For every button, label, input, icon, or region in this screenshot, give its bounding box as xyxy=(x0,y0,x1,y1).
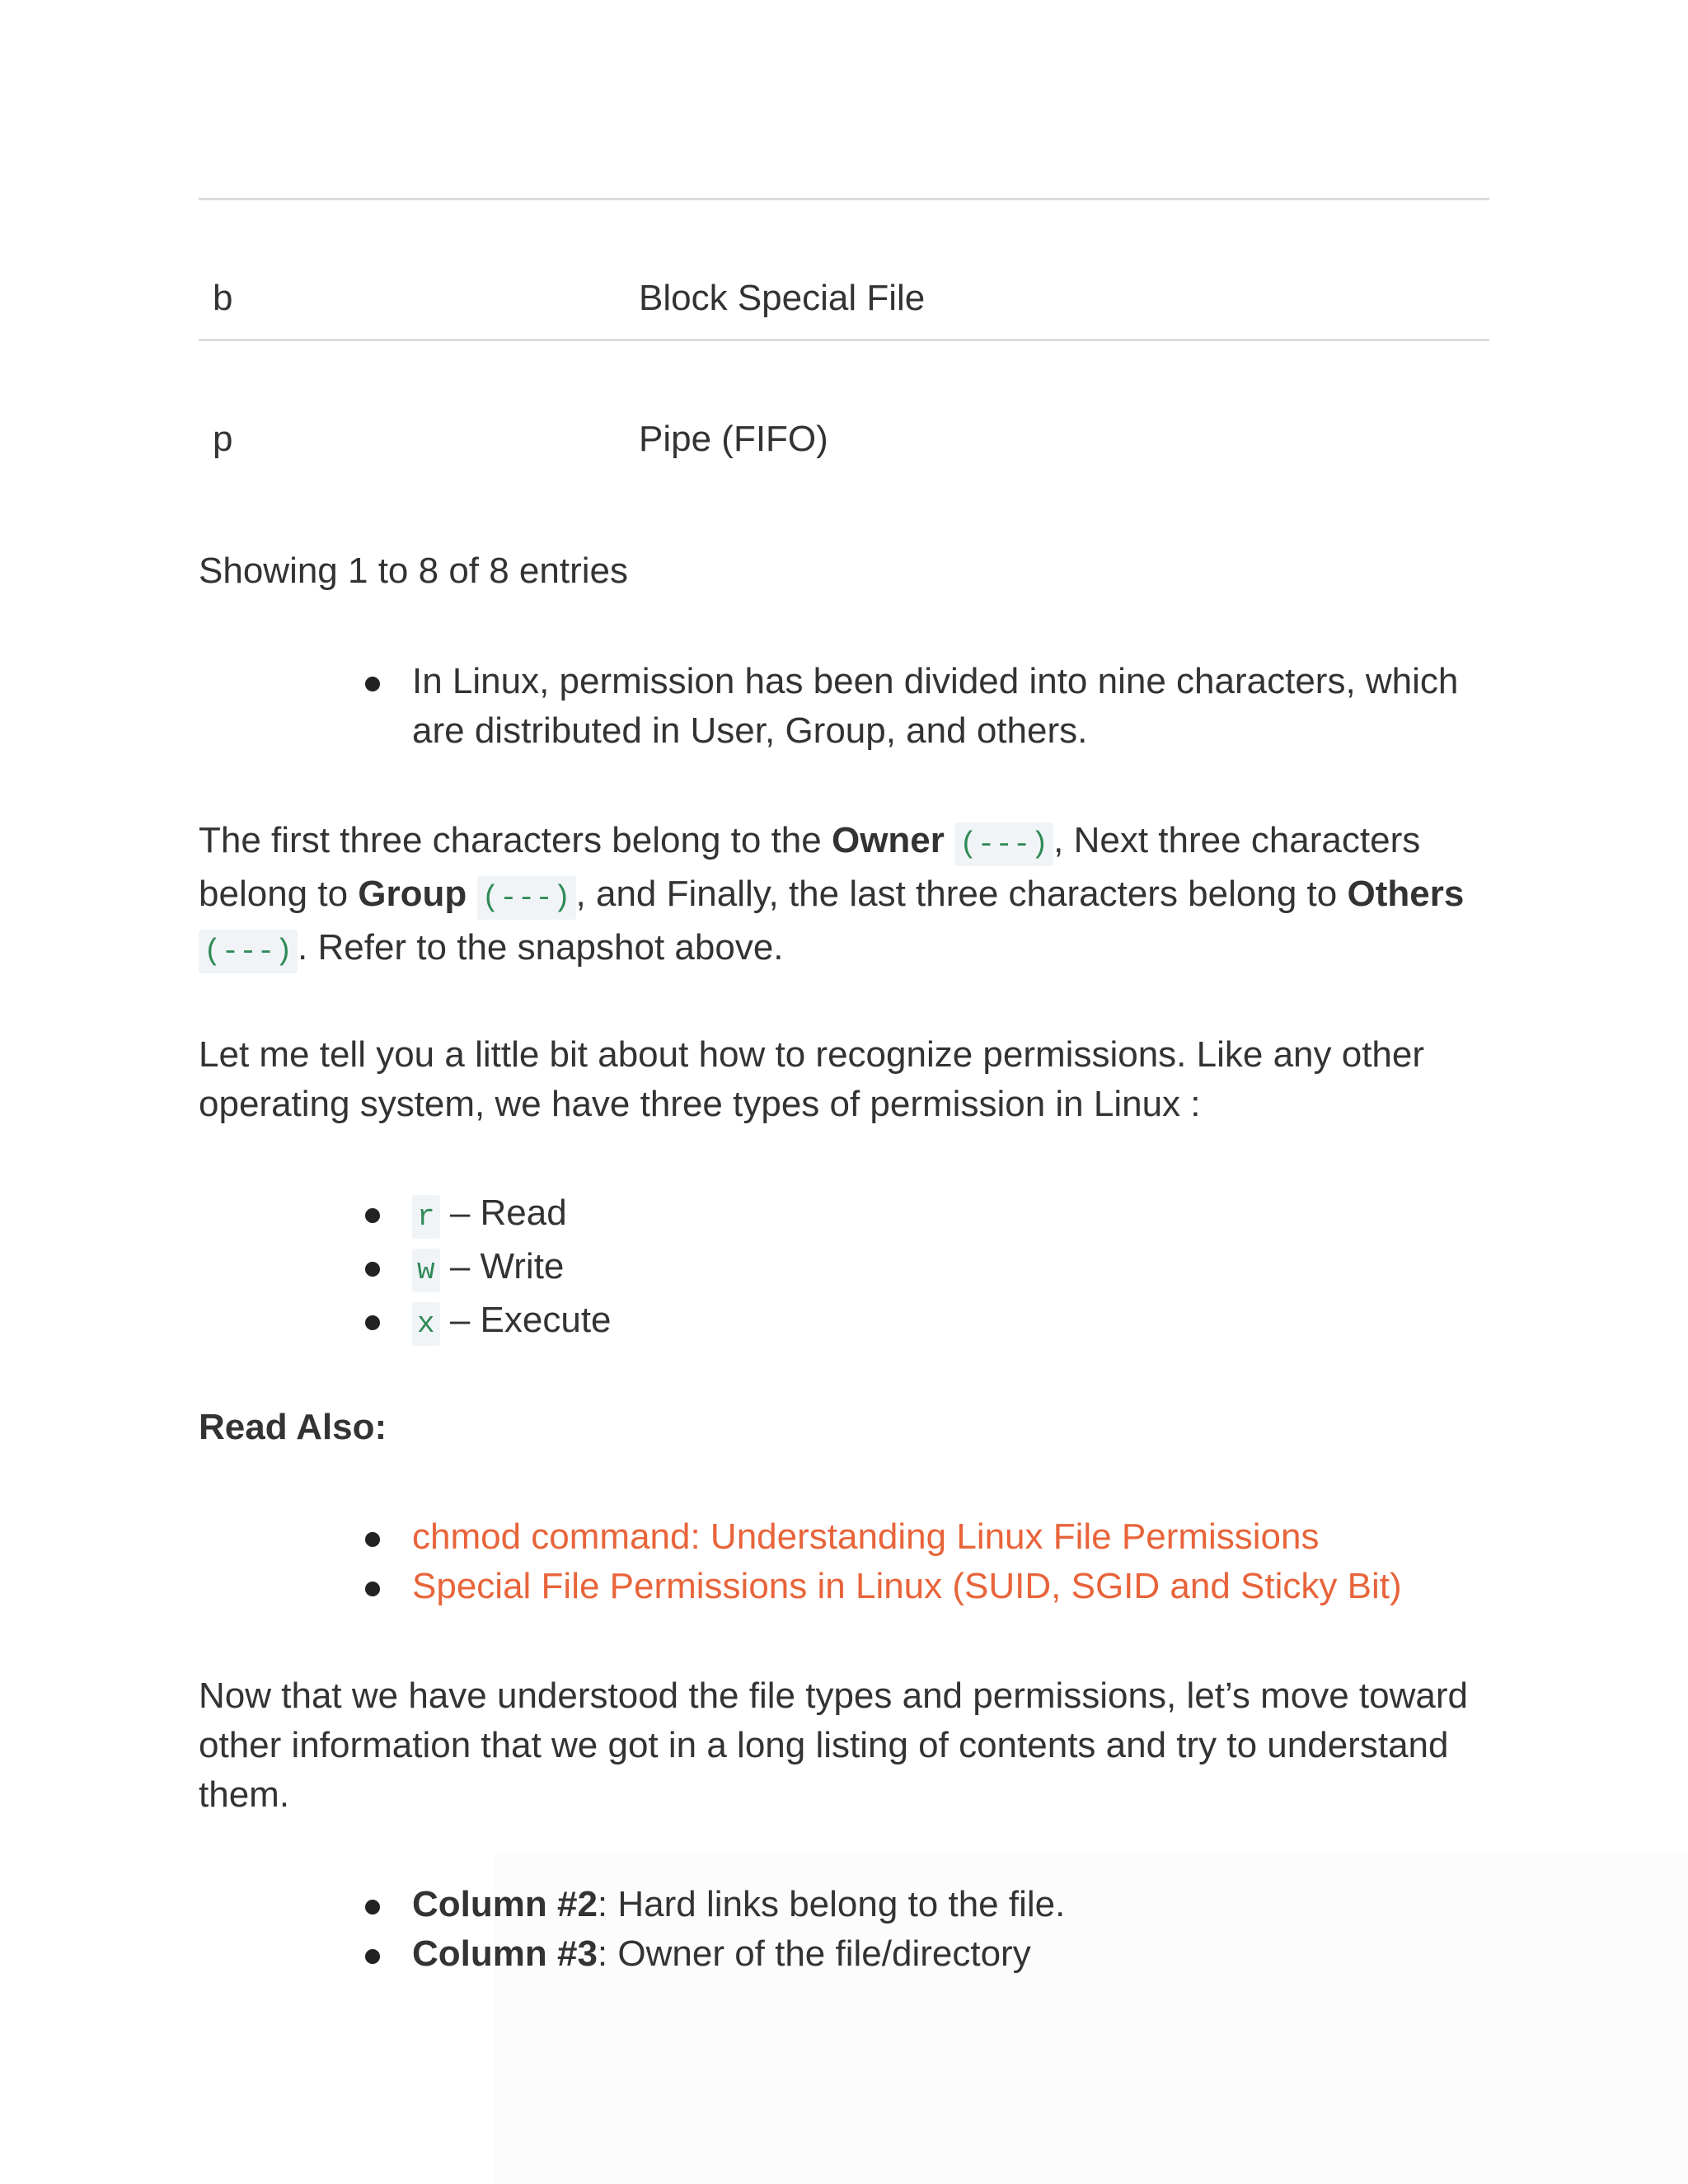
list-item xyxy=(363,1880,1517,1929)
text-segment: The first three characters belong to the xyxy=(199,820,832,860)
list-item xyxy=(363,1242,1517,1296)
column-text: : Owner of the file/directory xyxy=(597,1933,1031,1974)
columns-list xyxy=(363,1880,1517,1979)
table-divider xyxy=(199,339,1489,341)
permission-types-list xyxy=(363,1188,1517,1349)
text-segment: , and Finally, the last three characters belong to xyxy=(575,874,1348,914)
text-segment: , Next three characters belong to xyxy=(199,820,1421,914)
read-also-heading: Read Also: xyxy=(199,1407,387,1447)
read-also-list xyxy=(363,1512,1517,1611)
owner-label: Owner xyxy=(831,820,945,860)
list-item xyxy=(363,1512,1517,1562)
owner-code: (---) xyxy=(954,823,1053,866)
list-item xyxy=(363,1562,1517,1611)
list-item xyxy=(363,1929,1517,1979)
column-label: Column #3 xyxy=(412,1933,598,1974)
table-cell-symbol: p xyxy=(213,419,233,459)
recognize-paragraph: Let me tell you a little bit about how to recognize permissions. Like any other operating system, we have three types of permission in Linux : xyxy=(199,1034,1425,1124)
column-text: : Hard links belong to the file. xyxy=(597,1884,1066,1924)
table-cell-description: Pipe (FIFO) xyxy=(639,419,828,459)
list-item xyxy=(363,1188,1517,1242)
permission-code: x xyxy=(412,1302,440,1346)
chmod-article-link[interactable]: chmod command: Understanding Linux File Permissions xyxy=(412,1516,1320,1557)
list-item xyxy=(363,1296,1517,1349)
table-divider xyxy=(199,198,1489,200)
others-label: Others xyxy=(1347,874,1465,914)
text-segment: . Refer to the snapshot above. xyxy=(298,927,784,968)
group-code: (---) xyxy=(477,876,576,920)
permission-text: – Read xyxy=(439,1193,567,1233)
permission-code: r xyxy=(412,1195,440,1239)
table-info: Showing 1 to 8 of 8 entries xyxy=(199,551,628,591)
group-label: Group xyxy=(358,874,467,914)
permission-text: – Write xyxy=(439,1246,565,1286)
table-cell-description: Block Special File xyxy=(639,278,926,318)
permission-text: – Execute xyxy=(439,1300,612,1340)
table-cell-symbol: b xyxy=(213,278,233,318)
column-label: Column #2 xyxy=(412,1884,598,1924)
special-permissions-article-link[interactable]: Special File Permissions in Linux (SUID, SGID and Sticky Bit) xyxy=(412,1566,1402,1606)
permission-groups-paragraph xyxy=(199,816,1501,977)
intro-bullet-list xyxy=(363,657,1517,756)
list-item: In Linux, permission has been divided into nine characters, which are distributed in User, Group, and others. xyxy=(363,657,1517,756)
others-code: (---) xyxy=(199,930,298,973)
permission-code: w xyxy=(412,1249,440,1292)
long-listing-paragraph: Now that we have understood the file types and permissions, let’s move toward other information that we got in a long listing of contents and try to understand them. xyxy=(199,1675,1468,1815)
